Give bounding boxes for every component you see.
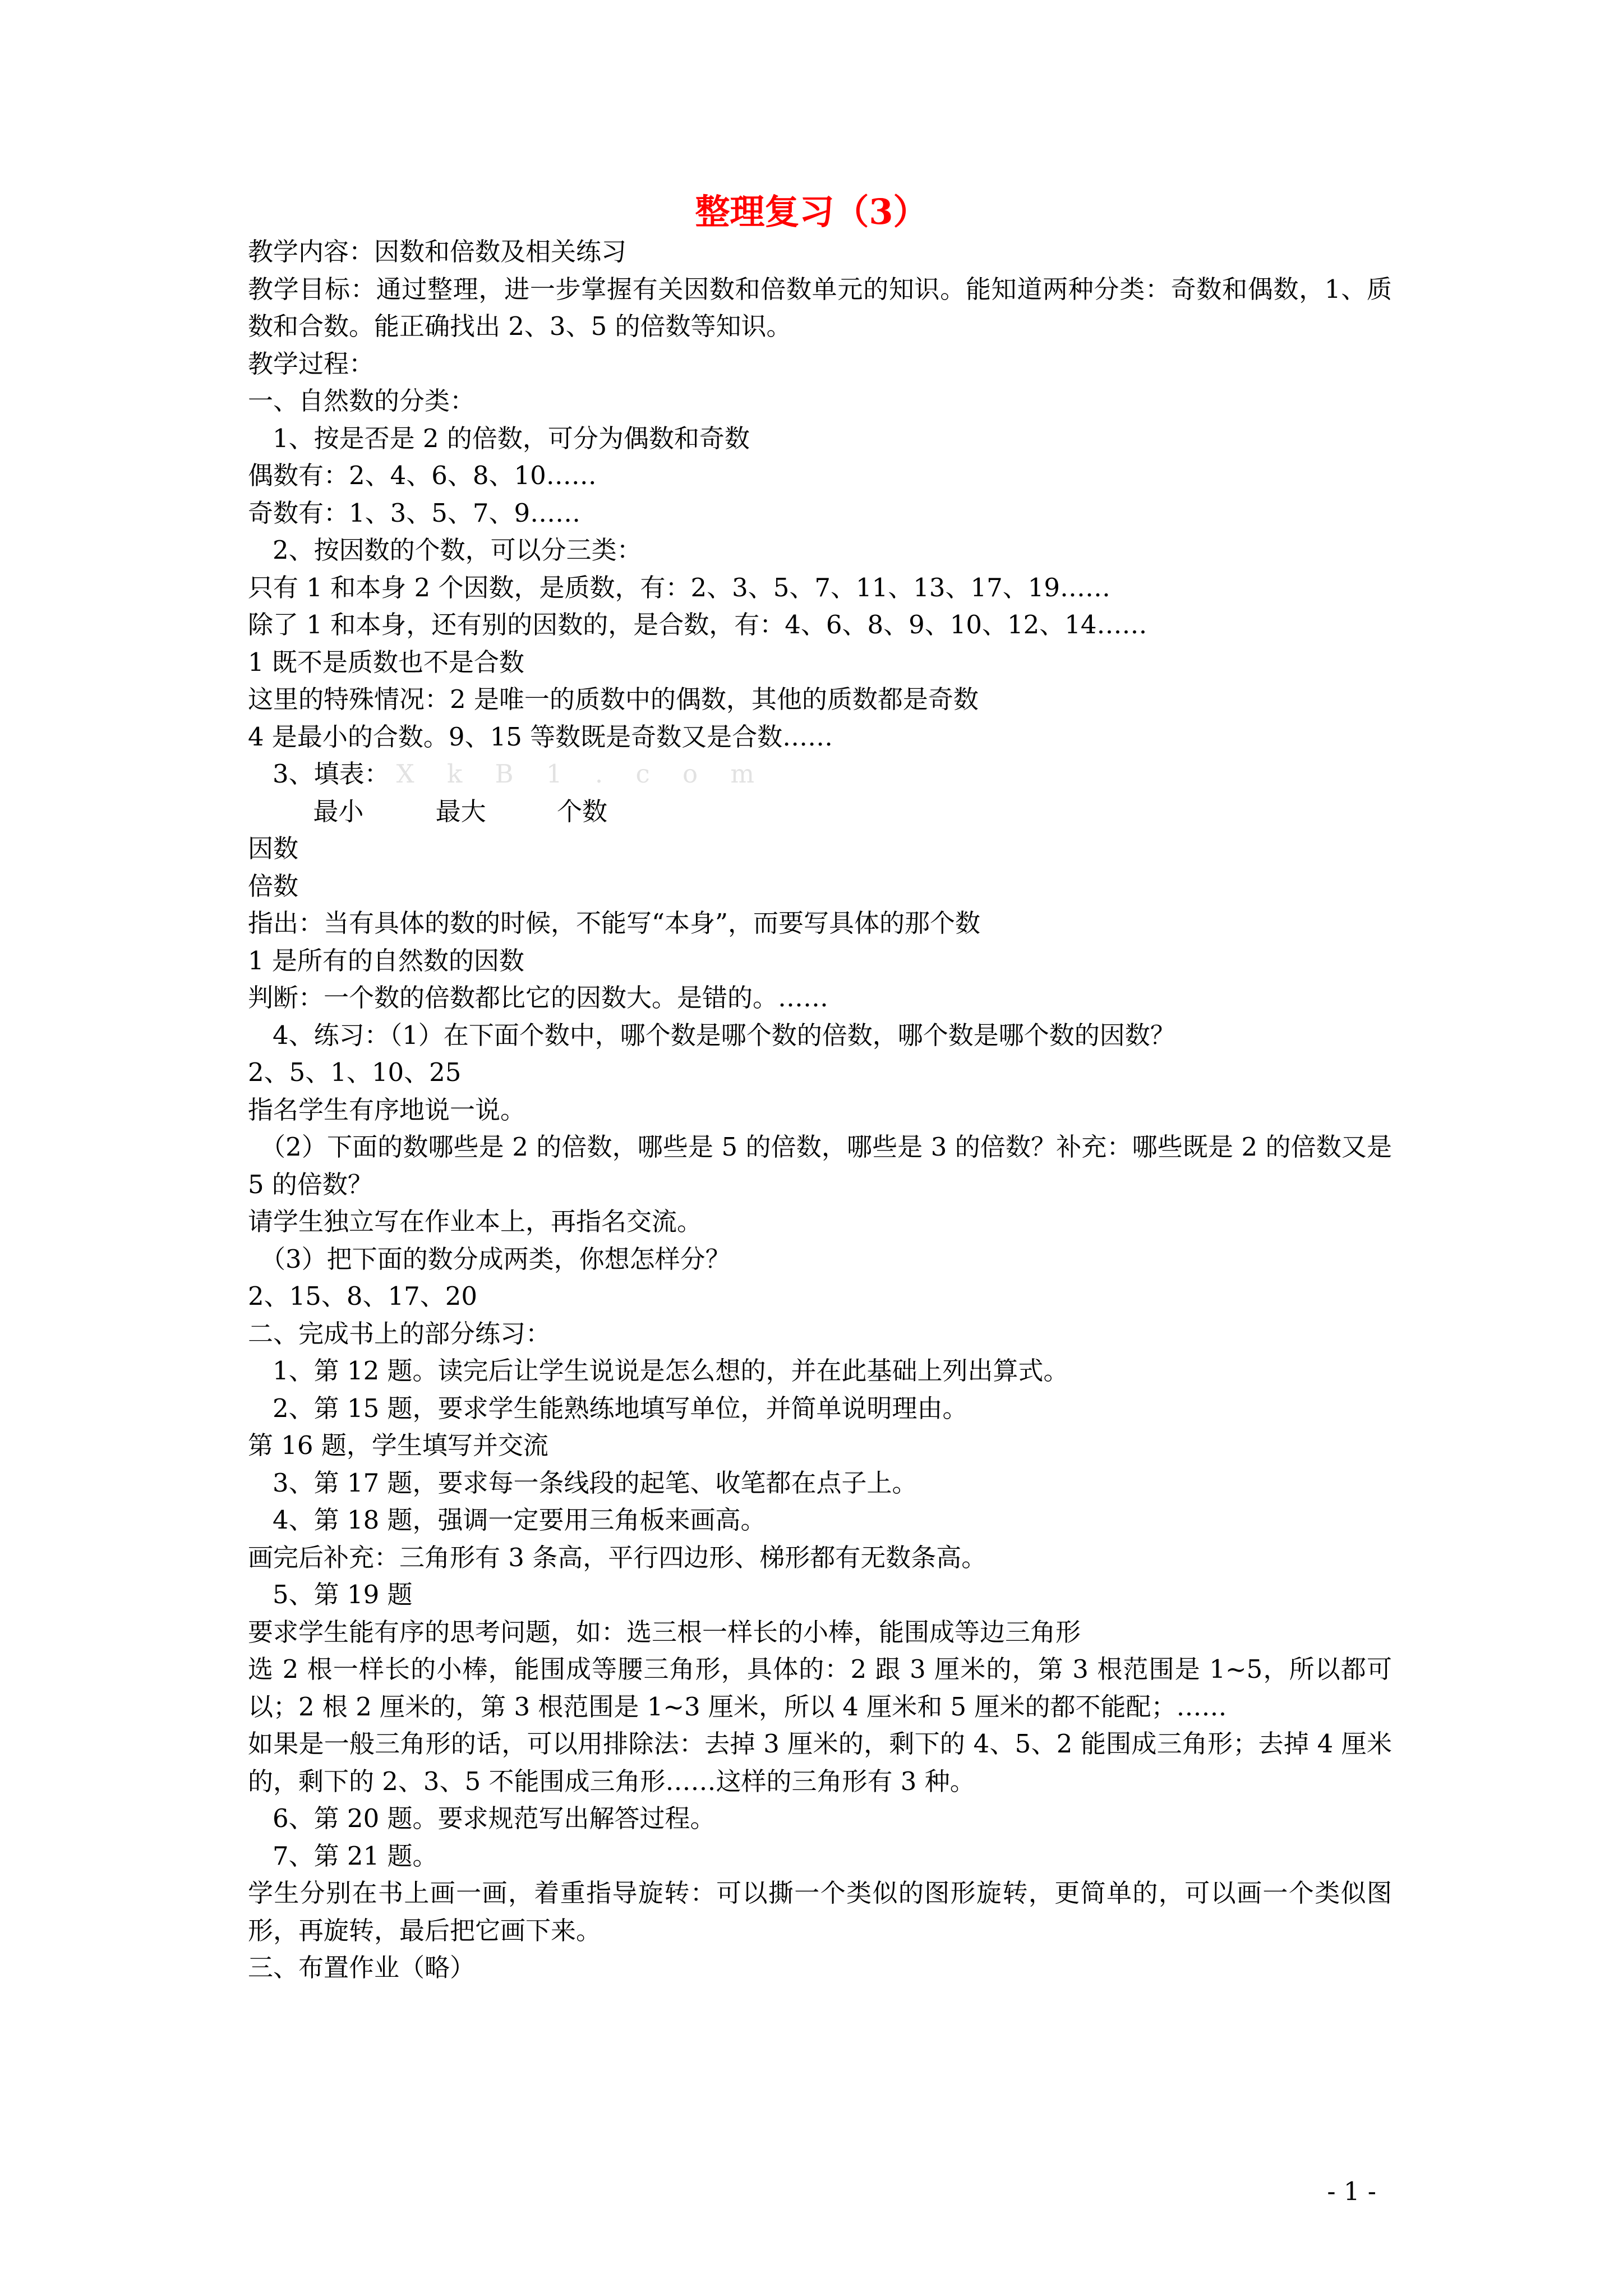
paragraph: 要求学生能有序的思考问题，如：选三根一样长的小棒，能围成等边三角形: [248, 1617, 1081, 1647]
paragraph: 4、第 18 题，强调一定要用三角板来画高。: [273, 1505, 766, 1535]
paragraph: 第 16 题，学生填写并交流: [248, 1430, 548, 1460]
paragraph: 7、第 21 题。: [273, 1841, 438, 1871]
teaching-process-heading: 教学过程：: [248, 348, 375, 379]
paragraph: 偶数有：2、4、6、8、10……: [248, 461, 597, 490]
paragraph: 除了 1 和本身，还有别的因数的，是合数，有：4、6、8、9、10、12、14……: [248, 610, 1147, 639]
fill-table-label: 3、填表：: [273, 759, 390, 789]
table-row-multiple: 倍数: [248, 871, 299, 901]
teaching-content: 教学内容：因数和倍数及相关练习: [248, 237, 627, 266]
fill-table-heading: [248, 756, 1392, 793]
paragraph: 1 是所有的自然数的因数: [248, 945, 524, 976]
section-1-heading: 一、自然数的分类：: [248, 386, 476, 416]
paragraph: 1 既不是质数也不是合数: [248, 647, 524, 677]
table-header-min: 最小: [313, 796, 364, 826]
paragraph: 4 是最小的合数。9、15 等数既是奇数又是合数……: [248, 721, 833, 752]
paragraph: 3、第 17 题，要求每一条线段的起笔、收笔都在点子上。: [273, 1467, 917, 1498]
section-3-heading: 三、布置作业（略）: [248, 1953, 476, 1982]
paragraph: 奇数有：1、3、5、7、9……: [248, 498, 581, 528]
paragraph: （2）下面的数哪些是 2 的倍数，哪些是 5 的倍数，哪些是 3 的倍数？补充：哪些既是 2 的倍数又是 5 的倍数？: [248, 1132, 1392, 1199]
teaching-goal: 教学目标：通过整理，进一步掌握有关因数和倍数单元的知识。能知道两种分类：奇数和偶数，1、质数和合数。能正确找出 2、3、5 的倍数等知识。: [248, 274, 1392, 341]
paragraph: 2、5、1、10、25: [248, 1057, 462, 1087]
paragraph: 请学生独立写在作业本上，再指名交流。: [248, 1207, 703, 1236]
paragraph: 1、第 12 题。读完后让学生说说是怎么想的，并在此基础上列出算式。: [273, 1356, 1069, 1386]
page-number: - 1 -: [1327, 2177, 1376, 2206]
paragraph: 画完后补充：三角形有 3 条高，平行四边形、梯形都有无数条高。: [248, 1542, 987, 1572]
table-header-row: [248, 793, 1392, 831]
table-row-factor: 因数: [248, 834, 299, 863]
paragraph: （3）把下面的数分成两类，你想怎样分？: [260, 1244, 731, 1274]
paragraph: 这里的特殊情况：2 是唯一的质数中的偶数，其他的质数都是奇数: [248, 684, 979, 714]
paragraph: 2、15、8、17、20: [248, 1281, 478, 1311]
paragraph: 6、第 20 题。要求规范写出解答过程。: [273, 1803, 716, 1833]
paragraph: 4、练习：（1）在下面个数中，哪个数是哪个数的倍数，哪个数是哪个数的因数？: [273, 1020, 1175, 1050]
paragraph: 判断：一个数的倍数都比它的因数大。是错的。……: [248, 983, 829, 1013]
watermark: X k B 1 . c o m: [396, 759, 767, 789]
paragraph: 5、第 19 题: [273, 1580, 413, 1609]
paragraph: 指名学生有序地说一说。: [248, 1094, 526, 1125]
paragraph: 2、第 15 题，要求学生能熟练地填写单位，并简单说明理由。: [273, 1393, 968, 1423]
table-header-count: 个数: [556, 796, 607, 826]
document-title: 整理复习（3）: [695, 191, 928, 232]
paragraph: 2、按因数的个数，可以分三类：: [273, 535, 642, 565]
document-body: [248, 233, 1392, 1987]
paragraph: 学生分别在书上画一画，着重指导旋转：可以撕一个类似的图形旋转，更简单的，可以画一个类似图形，再旋转，最后把它画下来。: [248, 1878, 1392, 1945]
paragraph: 指出：当有具体的数的时候，不能写“本身”，而要写具体的那个数: [248, 908, 981, 938]
paragraph: 只有 1 和本身 2 个因数，是质数，有：2、3、5、7、11、13、17、19……: [248, 572, 1111, 602]
section-2-heading: 二、完成书上的部分练习：: [248, 1318, 551, 1349]
paragraph: 1、按是否是 2 的倍数，可分为偶数和奇数: [273, 423, 750, 453]
paragraph: 选 2 根一样长的小棒，能围成等腰三角形，具体的：2 跟 3 厘米的，第 3 根范围是 1~5，所以都可以；2 根 2 厘米的，第 3 根范围是 1~3 厘米，所以 4 厘米和 5 厘米的都不能配；……: [248, 1654, 1392, 1722]
paragraph: 如果是一般三角形的话，可以用排除法：去掉 3 厘米的，剩下的 4、5、2 能围成三角形；去掉 4 厘米的，剩下的 2、3、5 不能围成三角形……这样的三角形有 3 种。: [248, 1729, 1392, 1796]
table-header-max: 最大: [435, 796, 486, 826]
